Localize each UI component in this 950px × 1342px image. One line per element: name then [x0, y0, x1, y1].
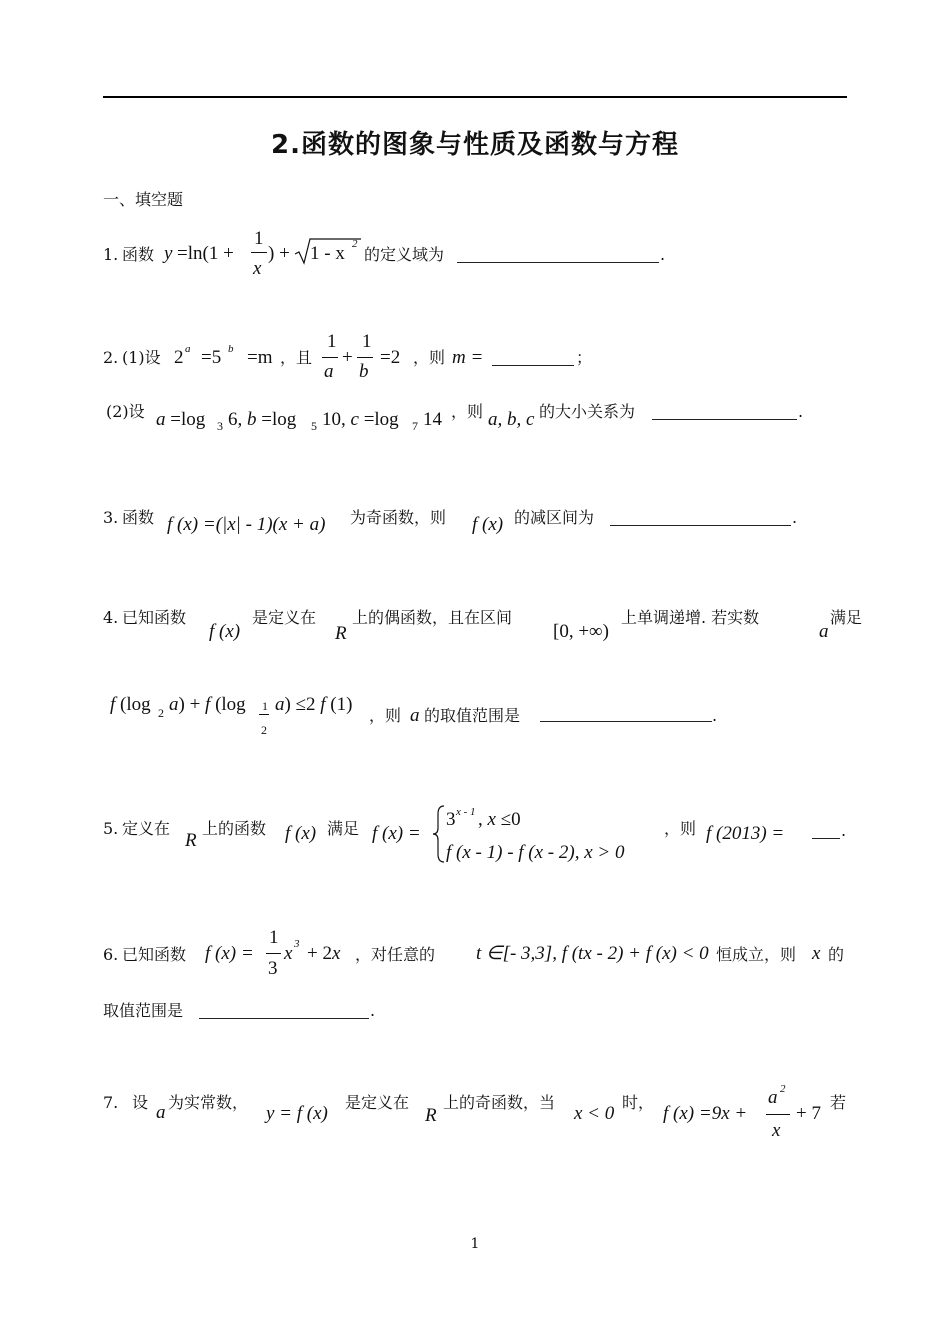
page-title: 2.函数的图象与性质及函数与方程: [271, 130, 679, 160]
q4-ineq-2: a) + f (log: [169, 694, 246, 715]
q3-expr: f (x) =(|x| - 1)(x + a): [167, 514, 326, 535]
q4-answer-blank: [540, 721, 712, 722]
q5-answer-expr: f (2013) =: [706, 823, 785, 844]
q3-answer-blank: [610, 525, 791, 526]
q2-expr-m: =m: [247, 347, 273, 368]
q6-x2: x: [812, 943, 821, 964]
q2-semicolon: ；: [576, 348, 593, 367]
q2-expr2b: 6, b =log: [228, 409, 297, 430]
q1-frac-bar: [251, 252, 267, 253]
q5-text-1: 上的函数: [202, 819, 267, 838]
q4-text-2: 上的偶函数，且在区间: [352, 608, 513, 627]
q7-plus7: + 7: [796, 1103, 821, 1124]
q2-frac1-num: 1: [327, 331, 337, 352]
q7-condition: x < 0: [574, 1103, 615, 1124]
q2-frac1-den: a: [324, 361, 334, 382]
q7-number: 7.: [103, 1093, 119, 1112]
q4-a2: a: [410, 705, 420, 726]
q4-a: a: [819, 621, 829, 642]
q2-expr-2a: 2: [174, 347, 184, 368]
q3-tail: 的减区间为: [514, 508, 595, 527]
q2-then: ，则: [413, 348, 446, 367]
q2-frac1-bar: [322, 357, 338, 358]
q2-period: .: [798, 402, 804, 421]
q3-mid: 为奇函数，则: [350, 508, 447, 527]
q6-text-3: 的: [828, 945, 845, 964]
q4-R: R: [335, 623, 347, 644]
q2-frac2-bar: [357, 357, 373, 358]
q3-number: 3.: [103, 508, 119, 527]
q1-expr: =ln(1 +: [177, 243, 234, 264]
q1-close: ) +: [268, 243, 290, 264]
q5-case2: f (x - 1) - f (x - 2), x > 0: [446, 842, 625, 863]
q2-expr2c: 10, c =log: [322, 409, 399, 430]
q4-text-1: 是定义在: [252, 608, 317, 627]
q5-lead: 定义在: [122, 819, 171, 838]
q6-condition: t ∈[- 3,3], f (tx - 2) + f (x) < 0: [476, 943, 709, 964]
q4-half-bar: [259, 714, 269, 715]
q4-text-3: 上单调递增. 若实数: [621, 608, 760, 627]
q4-ineq-1: f (log: [110, 694, 151, 715]
q1-answer-blank: [457, 262, 659, 263]
q5-period: .: [841, 821, 847, 840]
q2-answer-blank-2: [652, 419, 797, 420]
q4-text-5: ，则: [369, 706, 402, 725]
q7-text-3: 上的奇函数，当: [443, 1093, 556, 1112]
q7-text-4: 时，: [622, 1093, 655, 1112]
q2-expr2: a =log: [156, 409, 206, 430]
q6-rest: + 2x: [307, 943, 341, 964]
q2-tail2: 的大小关系为: [539, 402, 636, 421]
q4-text-6: 的取值范围是: [424, 706, 521, 725]
section-heading: 一、填空题: [103, 190, 184, 209]
q2-part1: (1)设: [122, 348, 161, 367]
q2-frac2-num: 1: [362, 331, 372, 352]
q1-period: .: [660, 245, 666, 264]
q2-expr2d: 14: [423, 409, 442, 430]
q7-y-fx: y = f (x): [266, 1103, 328, 1124]
q6-exp3: 3: [294, 938, 300, 950]
q2-number: 2.: [103, 348, 119, 367]
q6-text-2: 恒成立，则: [716, 945, 797, 964]
q4-lead: 已知函数: [122, 608, 187, 627]
q2-frac2-den: b: [359, 361, 369, 382]
q7-fx: f (x) =9x +: [663, 1103, 748, 1124]
q1-sqrt-body: 1 - x: [310, 243, 345, 264]
q7-frac-den: x: [772, 1120, 781, 1141]
q2-exp-a: a: [185, 343, 191, 355]
q1-frac-den: x: [253, 258, 262, 279]
q1-exp: 2: [352, 238, 358, 250]
q7-frac-bar: [766, 1114, 790, 1115]
header-rule: [103, 96, 847, 98]
q5-fx: f (x): [285, 823, 317, 844]
q7-frac-num: a: [768, 1087, 778, 1108]
q2-part2: (2)设: [106, 402, 145, 421]
q6-number: 6.: [103, 945, 119, 964]
q1-number: 1.: [103, 245, 119, 264]
q5-text-3: ，则: [664, 819, 697, 838]
q2-log-base-3: 3: [217, 419, 223, 433]
page-number: 1: [470, 1236, 480, 1252]
q5-answer-blank: [812, 838, 840, 839]
q4-half-num: 1: [262, 699, 268, 713]
q7-a: a: [156, 1102, 166, 1123]
q6-line2: 取值范围是: [103, 1001, 184, 1020]
q2-answer-blank-1: [492, 365, 574, 366]
q4-log-base-2: 2: [158, 706, 164, 720]
q5-case1-cond: , x ≤0: [478, 809, 521, 830]
q5-text-2: 满足: [327, 819, 360, 838]
q4-period: .: [712, 706, 718, 725]
q5-fx-eq: f (x) =: [372, 823, 421, 844]
q7-frac-num-exp: 2: [780, 1083, 786, 1095]
q2-m: m =: [452, 347, 484, 368]
q4-fx: f (x): [209, 621, 241, 642]
q5-R: R: [185, 830, 197, 851]
q6-text-1: ，对任意的: [355, 945, 436, 964]
q7-text-1: 为实常数，: [168, 1093, 249, 1112]
q3-period: .: [792, 508, 798, 527]
q4-ineq-3: a) ≤2 f (1): [275, 694, 353, 715]
q7-lead: 设: [132, 1093, 149, 1112]
q2-and: ，且: [280, 348, 313, 367]
q1-tail: 的定义域为: [364, 245, 445, 264]
q2-then2: ，则: [451, 402, 484, 421]
q6-period: .: [370, 1001, 376, 1020]
q1-y: y: [164, 243, 173, 264]
q1-lead: 函数: [122, 245, 155, 264]
q2-plus: +: [342, 347, 353, 368]
q6-frac-bar: [266, 953, 281, 954]
q4-half-den: 2: [261, 723, 267, 737]
q7-text-2: 是定义在: [345, 1093, 410, 1112]
q4-interval: [0, +∞): [553, 621, 609, 642]
q6-x: x: [284, 943, 293, 964]
q6-answer-blank: [199, 1018, 369, 1019]
q5-number: 5.: [103, 819, 119, 838]
q2-log-base-7: 7: [412, 419, 418, 433]
q6-lead: 已知函数: [122, 945, 187, 964]
q5-case1-exp: x - 1: [456, 806, 476, 818]
q4-number: 4.: [103, 608, 119, 627]
q2-exp-b: b: [228, 343, 234, 355]
q3-fx: f (x): [472, 514, 504, 535]
q7-R: R: [425, 1105, 437, 1126]
q7-text-5: 若: [830, 1093, 847, 1112]
q3-lead: 函数: [122, 508, 155, 527]
q2-expr-5b: =5: [201, 347, 222, 368]
q2-log-base-5: 5: [311, 419, 317, 433]
q2-eq2: =2: [380, 347, 401, 368]
q6-frac-num: 1: [269, 927, 279, 948]
q1-frac-num: 1: [254, 228, 264, 249]
q5-brace: [432, 804, 446, 864]
q2-abc: a, b, c: [488, 409, 535, 430]
q6-fx: f (x) =: [205, 943, 254, 964]
q4-text-4: 满足: [830, 608, 863, 627]
q6-frac-den: 3: [268, 958, 278, 979]
q5-case1-base: 3: [446, 809, 456, 830]
